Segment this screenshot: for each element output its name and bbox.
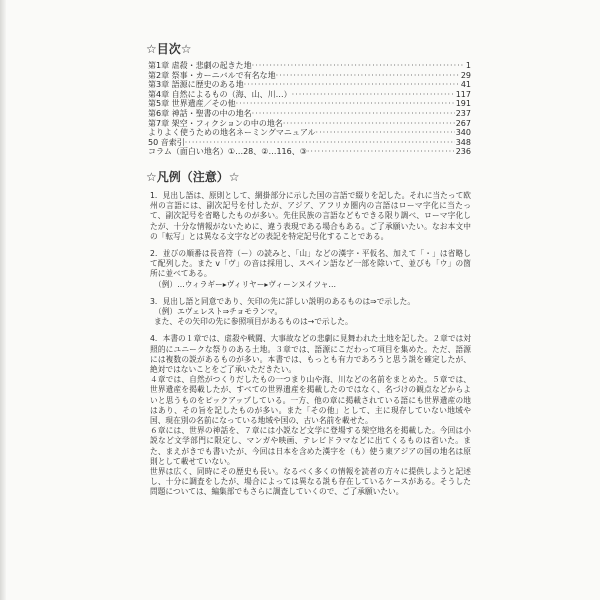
toc-entry-page: 340 (455, 128, 471, 138)
toc-leader-dots (236, 99, 455, 109)
note-paragraph: 3．見出し語と同意であり、矢印の先に詳しい説明のあるものは⇒で示した。 (150, 296, 416, 306)
page-content (146, 42, 471, 498)
toc-leader-dots (244, 80, 460, 90)
toc-entry-label: 第6章 神話・聖書の中の地名 (148, 108, 252, 118)
note-paragraph: ４章では、自然がつくりだしたもの一つまり山や海、川などの名前をまとめた。５章では、世界遺産を掲載したが、すべての世界遺産を掲載したのではなく、名づけの観点などからよいと思うものをピックアップしている。一方、他の章に掲載されている語にも世界遺産の地はあり、その旨を記したものが多い。また「その他」として、主に現存していない地域や国、現在別の名前になっている地域や国の、古い名前を載せた。 (150, 375, 471, 425)
toc-leader-dots (292, 90, 455, 100)
toc-leader-dots (316, 128, 455, 138)
toc-leader-dots (283, 119, 455, 129)
toc-entry-label: コラム（面白い地名）①…28、②…116、③ (148, 147, 307, 157)
toc-entry-page: 1 (465, 61, 471, 70)
note-paragraph: ６章には、世界の神話を、７章には小説など文学に登場する架空地名を掲載した。今回は小説など文学部門に限定し、マンガや映画、テレビドラマなどに出てくるものは省いた。また、まえがきでも書いたが、今回は日本を含めた漢字を（も）使う東アジアの国の地名は原則として載せていない。 (150, 426, 471, 466)
toc-entry-page: 267 (455, 118, 471, 128)
toc-entry-page: 191 (455, 99, 471, 109)
note-example: （例）エヴェレスト⇒チョモランマ。 (154, 306, 283, 316)
note-paragraph: 1．見出し語は、原則として、網掛部分に示した国の言語で綴りを記した。それに当たって欧州の言語には、副次記号を付したが、アジア、アフリカ圏内の言語はローマ字化に当たって、副次記号を省略したものが多い。先住民族の言語などもできる限り調べ、ローマ字化したが、十分な情報がないために、違う表現である場合もある。ご了承願いたい。なお本文中の「転写」とは異なる文字などの表記を特定記号化することである。 (150, 190, 471, 241)
toc-entry[interactable] (148, 71, 471, 81)
toc-entry[interactable] (148, 128, 471, 138)
table-of-contents (148, 61, 471, 157)
note-example: （例）…ウィラギー▸ヴィリヤー▸ヴィーンヌイツャ… (154, 279, 337, 289)
toc-entry[interactable] (148, 90, 471, 100)
toc-entry-page: 29 (460, 70, 471, 80)
toc-entry-label: 50 音索引 (148, 137, 185, 147)
toc-leader-dots (252, 61, 465, 71)
note-paragraph: 4．本書の１章では、虐殺や戦闘、大事故などの悲劇に見舞われた土地を記した。２章では対照的にユニークな祭りのある土地。３章では、語源にこだわって項目を集めた。ただ、語源には複数の説があるものが多い。本書では、もっとも有力であろうと思う説を確定したが、絶対ではないことをご了承いただきたい。 (150, 334, 471, 374)
note-paragraph: 2．並びの順番は長音符（ー）の読みと、「山」などの漢字・平仮名、加えて「・」は省略して配列した。また v「ヴ」の音は採用し、スペイン語など一部を除いて、並びも「ウ」の箇所に並べてある。 (150, 248, 471, 279)
toc-entry[interactable] (148, 99, 471, 109)
toc-entry[interactable] (148, 138, 471, 148)
toc-entry-page: 236 (455, 147, 471, 157)
toc-entry[interactable] (148, 109, 471, 119)
note-item (150, 249, 471, 290)
note-item (150, 191, 471, 242)
toc-entry-label: 第7章 架空・フィクションの中の地名 (148, 118, 283, 128)
note-paragraph: 世界は広く、同時にその歴史も長い。なるべく多くの情報を読者の方々に提供しようと記述し、十分に調査をしたが、場合によっては異なる説も存在しているケースがある。そうした問題については、編集部でもさらに調査していくので、ご了承願いたい。 (150, 467, 471, 497)
page-spine-shadow (0, 0, 6, 600)
notes-heading: ☆凡例（注意）☆ (146, 169, 240, 184)
toc-entry[interactable] (148, 119, 471, 129)
note-item (150, 334, 471, 497)
toc-entry-label: 第5章 世界遺産／その他 (148, 99, 236, 109)
note-example: また、その矢印の先に参照項目があるものは→で示した。 (154, 317, 353, 327)
notes-section (146, 191, 471, 498)
note-item (150, 297, 471, 328)
toc-leader-dots (185, 138, 455, 148)
toc-entry-page: 237 (455, 108, 471, 118)
toc-entry-label: 第3章 語源に歴史のある地 (148, 80, 244, 90)
toc-entry-page: 348 (455, 137, 471, 147)
toc-leader-dots (307, 147, 455, 157)
toc-entry-page: 41 (460, 80, 471, 90)
toc-heading: ☆目次☆ (146, 42, 192, 56)
toc-entry-label: 第1章 虐殺・悲劇の起きた地 (148, 61, 252, 70)
toc-entry-label: 第4章 自然によるもの（海、山、川…） (148, 89, 292, 99)
toc-entry[interactable] (148, 61, 471, 71)
toc-entry[interactable] (148, 147, 471, 157)
toc-entry-label: 第2章 祭事・カーニバルで有名な地 (148, 70, 276, 80)
toc-leader-dots (276, 71, 460, 81)
toc-entry-label: よりよく使うための地名ネーミングマニュアル (148, 128, 316, 138)
toc-entry-page: 117 (455, 89, 471, 99)
toc-entry[interactable] (148, 80, 471, 90)
toc-leader-dots (252, 109, 455, 119)
